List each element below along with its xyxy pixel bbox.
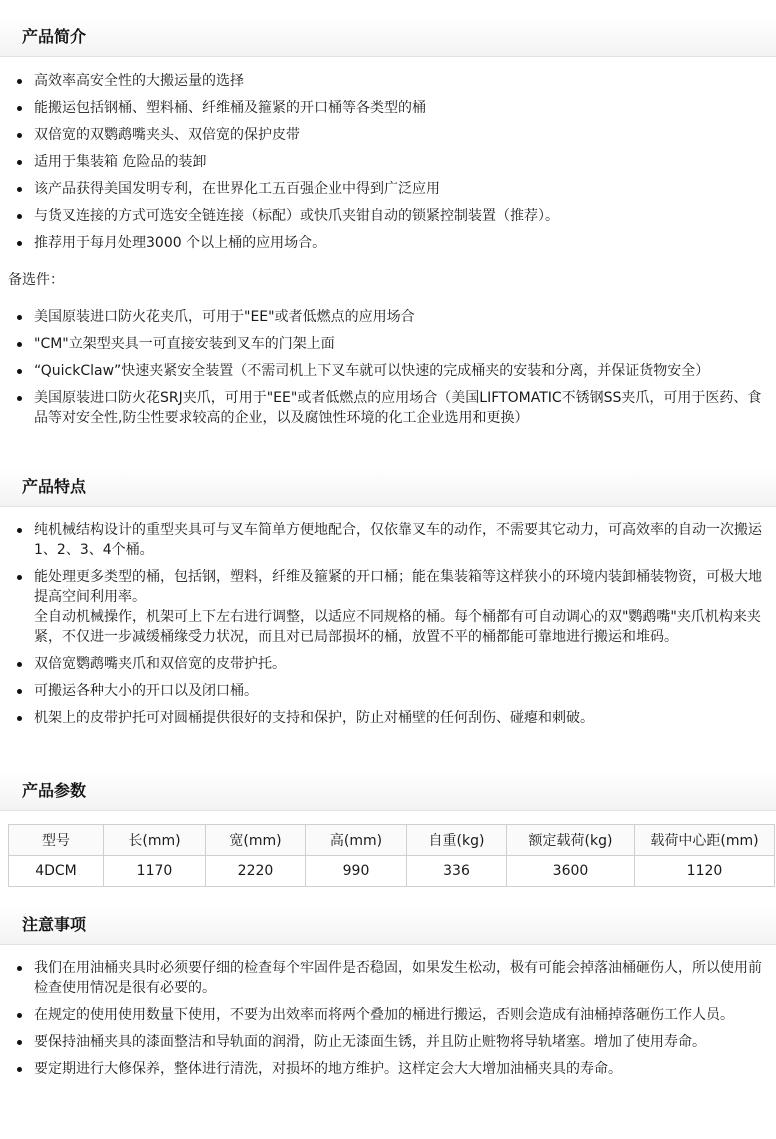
list-item: [0, 520, 776, 560]
table-cell: 1120: [635, 856, 775, 887]
notes-section-header: [0, 906, 776, 945]
list-item: 能搬运包括钢桶、塑料桶、纤维桶及箍紧的开口桶等各类型的桶: [0, 98, 776, 118]
intro-title: 产品简介: [22, 27, 87, 46]
feature-subtext: 全自动机械操作，机架可上下左右进行调整，以适应不同规格的桶。每个桶都有可自动调心的双"鹦鹉嘴"夹爪机构来夹紧，不仅进一步减缓桶缘受力状况，而且对已局部损坏的桶，放置不平的桶都能可靠地进行搬运和堆码。: [34, 609, 761, 645]
list-item: 我们在用油桶夹具时必须要仔细的检查每个牢固件是否稳固，如果发生松动，极有可能会掉落油桶砸伤人，所以使用前检查使用情况是很有必要的。: [0, 958, 776, 998]
list-item: [0, 654, 776, 674]
list-item: 高效率高安全性的大搬运量的选择: [0, 71, 776, 91]
list-item: [0, 681, 776, 701]
table-header-row: [9, 825, 775, 856]
features-section-header: [0, 468, 776, 507]
column-header: 载荷中心距(mm): [635, 825, 775, 856]
table-cell: 1170: [104, 856, 206, 887]
list-item: 美国原装进口防火花夹爪，可用于"EE"或者低燃点的应用场合: [0, 307, 776, 327]
list-item: 要保持油桶夹具的漆面整洁和导轨面的润滑，防止无漆面生锈，并且防止赃物将导轨堵塞。增加了使用寿命。: [0, 1032, 776, 1052]
table-cell: 3600: [507, 856, 635, 887]
column-header: 高(mm): [306, 825, 407, 856]
features-list: [0, 520, 776, 735]
column-header: 型号: [9, 825, 104, 856]
feature-text: 双倍宽鹦鹉嘴夹爪和双倍宽的皮带护托。: [34, 656, 286, 672]
feature-text: 纯机械结构设计的重型夹具可与叉车简单方便地配合，仅依靠叉车的动作，不需要其它动力，可高效率的自动一次搬运1、2、3、4个桶。: [34, 522, 762, 558]
table-row: [9, 856, 775, 887]
list-item: “QuickClaw”快速夹紧安全装置（不需司机上下叉车就可以快速的完成桶夹的安装和分离，并保证货物安全）: [0, 361, 776, 381]
table-cell: 4DCM: [9, 856, 104, 887]
list-item: 与货叉连接的方式可选安全链连接（标配）或快爪夹钳自动的锁紧控制装置（推荐）。: [0, 206, 776, 226]
list-item: 在规定的使用使用数量下使用，不要为出效率而将两个叠加的桶进行搬运，否则会造成有油桶掉落砸伤工作人员。: [0, 1005, 776, 1025]
table-cell: 2220: [206, 856, 306, 887]
column-header: 宽(mm): [206, 825, 306, 856]
list-item: [0, 708, 776, 728]
features-title: 产品特点: [22, 477, 87, 496]
column-header: 自重(kg): [407, 825, 507, 856]
intro-list: [0, 71, 776, 260]
list-item: [0, 567, 776, 647]
column-header: 长(mm): [104, 825, 206, 856]
table-cell: 336: [407, 856, 507, 887]
feature-text: 能处理更多类型的桶，包括钢，塑料，纤维及箍紧的开口桶；能在集装箱等这样狭小的环境内装卸桶装物资，可极大地提高空间利用率。: [34, 569, 762, 605]
list-item: "CM"立架型夹具一可直接安装到叉车的门架上面: [0, 334, 776, 354]
options-label: 备选件：: [8, 272, 64, 288]
list-item: 美国原装进口防火花SRJ夹爪，可用于"EE"或者低燃点的应用场合（美国LIFTOMATIC不锈钢SS夹爪，可用于医药、食品等对安全性,防尘性要求较高的企业，以及腐蚀性环境的化工企业选用和更换）: [0, 388, 776, 428]
column-header: 额定载荷(kg): [507, 825, 635, 856]
params-section-header: [0, 772, 776, 811]
feature-text: 可搬运各种大小的开口以及闭口桶。: [34, 683, 258, 699]
notes-list: [0, 958, 776, 1086]
list-item: 要定期进行大修保养，整体进行清洗，对损坏的地方维护。这样定会大大增加油桶夹具的寿命。: [0, 1059, 776, 1079]
params-table: [8, 824, 775, 887]
options-list: [0, 307, 776, 435]
list-item: 推荐用于每月处理3000 个以上桶的应用场合。: [0, 233, 776, 253]
table-cell: 990: [306, 856, 407, 887]
intro-section-header: [0, 18, 776, 57]
list-item: 适用于集装箱 危险品的装卸: [0, 152, 776, 172]
notes-title: 注意事项: [22, 915, 87, 934]
feature-text: 机架上的皮带护托可对圆桶提供很好的支持和保护，防止对桶壁的任何刮伤、碰瘪和刺破。: [34, 710, 594, 726]
list-item: 该产品获得美国发明专利，在世界化工五百强企业中得到广泛应用: [0, 179, 776, 199]
list-item: 双倍宽的双鹦鹉嘴夹头、双倍宽的保护皮带: [0, 125, 776, 145]
params-title: 产品参数: [22, 781, 87, 800]
